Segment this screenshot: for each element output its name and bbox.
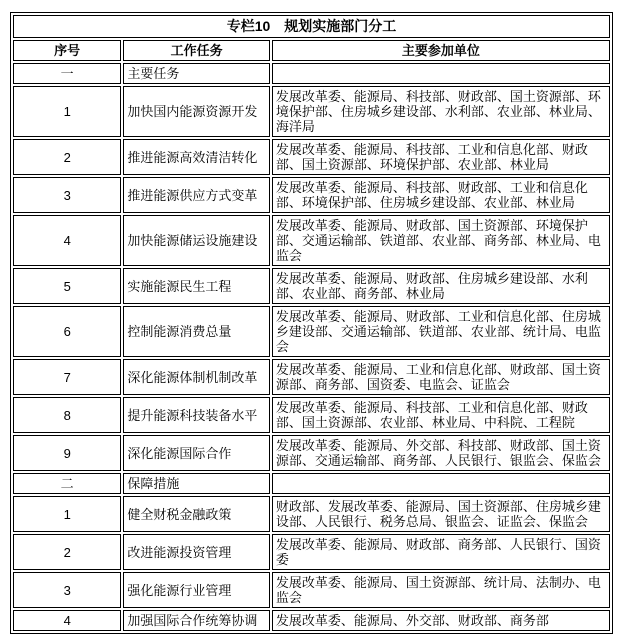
header-work-task: 工作任务 (123, 40, 269, 61)
task-cell: 深化能源国际合作 (123, 435, 269, 471)
task-cell: 强化能源行业管理 (123, 572, 269, 608)
task-cell: 健全财税金融政策 (123, 496, 269, 532)
task-cell: 深化能源体制机制改革 (123, 359, 269, 395)
units-cell: 发展改革委、能源局、财政部、商务部、人民银行、国资委 (272, 534, 610, 570)
row-no-cell: 7 (13, 359, 121, 395)
row-no-cell: 二 (13, 473, 121, 494)
table-title-row (13, 15, 610, 38)
units-cell: 发展改革委、能源局、财政部、国土资源部、环境保护部、交通运输部、铁道部、农业部、商务部、林业局、电监会 (272, 215, 610, 266)
row-no-cell: 2 (13, 534, 121, 570)
row-no-cell: 4 (13, 610, 121, 631)
table-title: 专栏10 规划实施部门分工 (13, 15, 610, 38)
row-no-cell: 4 (13, 215, 121, 266)
units-cell: 发展改革委、能源局、外交部、财政部、商务部 (272, 610, 610, 631)
table-row (13, 610, 610, 631)
units-cell: 发展改革委、能源局、财政部、住房城乡建设部、水利部、农业部、商务部、林业局 (272, 268, 610, 304)
task-cell: 加快国内能源资源开发 (123, 86, 269, 137)
units-cell: 财政部、发展改革委、能源局、国土资源部、住房城乡建设部、人民银行、税务总局、银监会、证监会、保监会 (272, 496, 610, 532)
units-cell: 发展改革委、能源局、科技部、工业和信息化部、财政部、国土资源部、农业部、林业局、中科院、工程院 (272, 397, 610, 433)
task-cell: 改进能源投资管理 (123, 534, 269, 570)
table-row (13, 306, 610, 357)
row-no-cell: 9 (13, 435, 121, 471)
units-cell (272, 63, 610, 84)
row-no-cell: 5 (13, 268, 121, 304)
table-row (13, 534, 610, 570)
row-no-cell: 1 (13, 496, 121, 532)
table-row (13, 215, 610, 266)
table-row (13, 473, 610, 494)
table-row (13, 435, 610, 471)
task-cell: 主要任务 (123, 63, 269, 84)
table-row (13, 397, 610, 433)
task-cell: 提升能源科技装备水平 (123, 397, 269, 433)
task-cell: 保障措施 (123, 473, 269, 494)
task-cell: 加强国际合作统筹协调 (123, 610, 269, 631)
header-participating-units: 主要参加单位 (272, 40, 610, 61)
row-no-cell: 8 (13, 397, 121, 433)
table-row (13, 268, 610, 304)
task-cell: 控制能源消费总量 (123, 306, 269, 357)
table-row (13, 139, 610, 175)
row-no-cell: 3 (13, 177, 121, 213)
units-cell: 发展改革委、能源局、工业和信息化部、财政部、国土资源部、商务部、国资委、电监会、证监会 (272, 359, 610, 395)
row-no-cell: 6 (13, 306, 121, 357)
task-cell: 实施能源民生工程 (123, 268, 269, 304)
plan-division-table (10, 12, 613, 634)
task-cell: 推进能源供应方式变革 (123, 177, 269, 213)
table-row (13, 359, 610, 395)
units-cell: 发展改革委、能源局、国土资源部、统计局、法制办、电监会 (272, 572, 610, 608)
units-cell: 发展改革委、能源局、科技部、工业和信息化部、财政部、国土资源部、环境保护部、农业部、林业局 (272, 139, 610, 175)
row-no-cell: 1 (13, 86, 121, 137)
row-no-cell: 一 (13, 63, 121, 84)
table-row (13, 572, 610, 608)
table-row (13, 496, 610, 532)
task-cell: 推进能源高效清洁转化 (123, 139, 269, 175)
units-cell: 发展改革委、能源局、科技部、财政部、工业和信息化部、环境保护部、住房城乡建设部、农业部、林业局 (272, 177, 610, 213)
units-cell (272, 473, 610, 494)
table-row (13, 86, 610, 137)
header-serial-number: 序号 (13, 40, 121, 61)
table-row (13, 63, 610, 84)
units-cell: 发展改革委、能源局、财政部、工业和信息化部、住房城乡建设部、交通运输部、铁道部、农业部、统计局、电监会 (272, 306, 610, 357)
row-no-cell: 2 (13, 139, 121, 175)
units-cell: 发展改革委、能源局、外交部、科技部、财政部、国土资源部、交通运输部、商务部、人民银行、银监会、保监会 (272, 435, 610, 471)
row-no-cell: 3 (13, 572, 121, 608)
units-cell: 发展改革委、能源局、科技部、财政部、国土资源部、环境保护部、住房城乡建设部、水利部、农业部、林业局、海洋局 (272, 86, 610, 137)
table-header-row (13, 40, 610, 61)
task-cell: 加快能源储运设施建设 (123, 215, 269, 266)
table-row (13, 177, 610, 213)
